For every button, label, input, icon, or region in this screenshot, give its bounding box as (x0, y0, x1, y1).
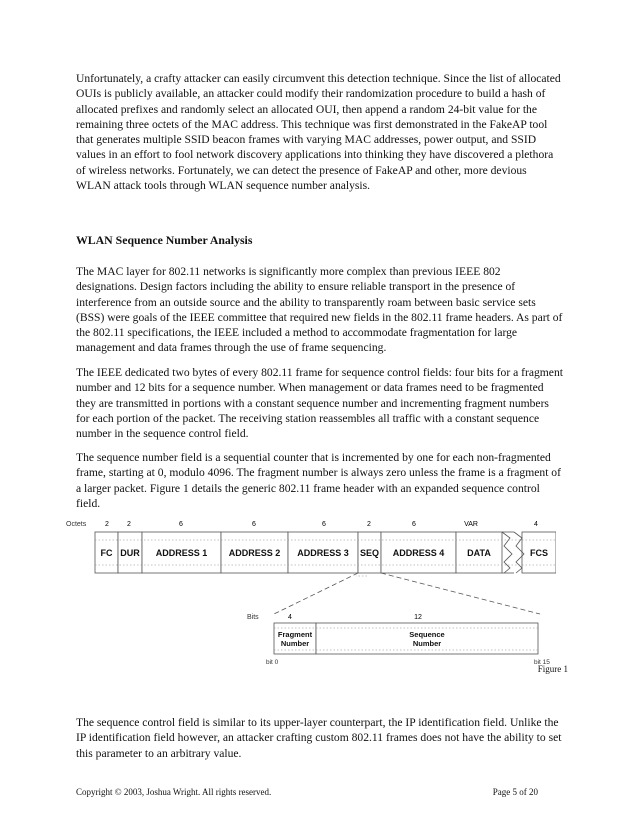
subfield-sequence-line1: Sequence (409, 630, 445, 639)
octet-dur: 2 (127, 521, 131, 528)
field-seq: SEQ (359, 548, 380, 558)
section-heading: WLAN Sequence Number Analysis (76, 233, 253, 247)
octet-seq: 2 (367, 521, 371, 528)
octets-label: Octets (66, 521, 87, 528)
sequence-control-field (274, 623, 538, 654)
bits-sequence: 12 (414, 614, 422, 621)
octet-address2: 6 (252, 521, 256, 528)
footer-copyright: Copyright © 2003, Joshua Wright. All rights reserved. (76, 787, 272, 797)
frame-break-zigzag (502, 532, 524, 573)
field-address2: ADDRESS 2 (228, 548, 281, 558)
subfield-sequence-line2: Number (412, 639, 442, 648)
octet-fc: 2 (105, 521, 109, 528)
footer-page-number: Page 5 of 20 (492, 787, 538, 797)
field-address3: ADDRESS 3 (297, 548, 349, 558)
subfield-fragment-line2: Number (280, 639, 310, 648)
bits-fragment: 4 (288, 614, 292, 621)
paragraph-fakeap: Unfortunately, a crafty attacker can easily circumvent this detection technique. Since the list of allocated OUIs is publicly available, an attacker could modify their randomization procedure to build a hash of allocated prefixes and randomly select an allocated OUI, then append a random 24-bit value for the remaining three octets of the MAC address. This technique was first demonstrated in the FakeAP tool that generates multiple SSID beacon frames with varying MAC addresses, power output, and SSID values in an effort to fool network discovery applications into thinking they have discovered a plethora of wireless networks. Fortunately, we can detect the presence of FakeAP and other, more devious WLAN attack tools through WLAN sequence number analysis. (76, 72, 561, 193)
octet-address1: 6 (179, 521, 183, 528)
paragraph-mac-layer: The MAC layer for 802.11 networks is significantly more complex than previous IEEE 802 designations. Design factors including the ability to ensure reliable transport in the presence of interference from an outside source and the ability to transparently roam between basic service sets (BSS) were goals of the IEEE committee that required new fields in the 802.11 frame headers. As part of the 802.11 specifications, the IEEE included a method to accommodate fragmentation for large management and data frames through the use of frame sequencing. (76, 265, 563, 355)
field-address4: ADDRESS 4 (392, 548, 445, 558)
field-fc: FC (100, 548, 113, 558)
subfield-fragment-line1: Fragment (277, 630, 313, 639)
bit-end-label: bit 15 (534, 659, 550, 666)
bit-start-label: bit 0 (266, 659, 279, 666)
bits-label: Bits (247, 614, 259, 621)
figure-caption: Figure 1 (537, 664, 568, 674)
octet-data: VAR (464, 521, 478, 528)
seq-expansion-lines (274, 573, 540, 614)
field-data: DATA (467, 548, 491, 558)
paragraph-ip-identification: The sequence control field is similar to its upper-layer counterpart, the IP identification field. Unlike the IP identification field however, an attacker crafting custom 802.11 frames does not have the ability to set this parameter to an arbitrary value. (76, 716, 562, 760)
octet-address3: 6 (322, 521, 326, 528)
paragraph-sequence-control: The IEEE dedicated two bytes of every 802.11 frame for sequence control fields: four bits for a fragment number and 12 bits for a sequence number. When management or data frames need to be fragmented they are transmitted in portions with a constant sequence number and incrementing fragment numbers for each portion of the packet. The receiving station reassembles all traffic with a constant sequence number in the sequence control field. (76, 366, 563, 441)
octet-fcs: 4 (534, 521, 538, 528)
frame-header-diagram (66, 516, 556, 676)
field-dur: DUR (120, 548, 140, 558)
field-fcs: FCS (530, 548, 548, 558)
octet-address4: 6 (412, 521, 416, 528)
page-footer (76, 787, 538, 797)
paragraph-sequence-number: The sequence number field is a sequential counter that is incremented by one for each non-fragmented frame, starting at 0, modulo 4096. The fragment number is always zero unless the frame is a fragment of a larger packet. Figure 1 details the generic 802.11 frame header with an expanded sequence control field. (76, 451, 561, 510)
field-address1: ADDRESS 1 (155, 548, 208, 558)
